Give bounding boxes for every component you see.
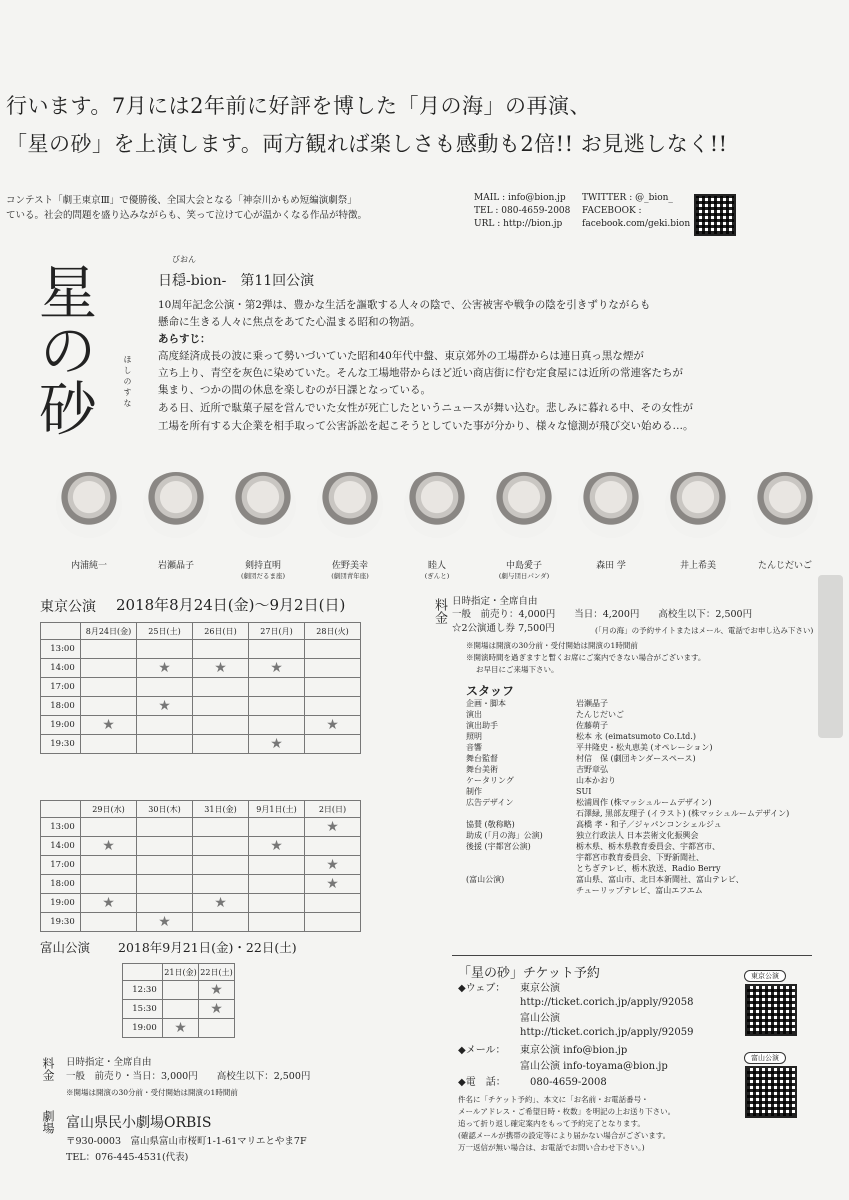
cast-name: 内浦純一 xyxy=(70,561,107,571)
staff-role: 広告デザイン xyxy=(466,798,514,807)
performance-slot[interactable] xyxy=(81,894,137,913)
performance-slot[interactable] xyxy=(81,716,137,735)
cast-portrait xyxy=(578,472,644,538)
tokyo-heading: 東京公演 xyxy=(40,599,96,615)
time-cell: 17:00 xyxy=(41,856,81,875)
staff-row xyxy=(466,786,789,797)
performance-slot[interactable] xyxy=(137,659,193,678)
table-row xyxy=(41,818,361,837)
empty-slot xyxy=(193,875,249,894)
day-header: 27日(月) xyxy=(249,623,305,640)
staff-role: 照明 xyxy=(466,732,482,741)
empty-slot xyxy=(249,716,305,735)
staff-member: SUI xyxy=(576,787,592,796)
performance-slot[interactable] xyxy=(305,856,361,875)
day-header: 22日(土) xyxy=(199,964,235,981)
venue-label: 劇場 xyxy=(41,1110,55,1134)
empty-slot xyxy=(249,678,305,697)
time-cell: 13:00 xyxy=(41,818,81,837)
time-cell: 19:00 xyxy=(123,1019,163,1038)
cast-portrait xyxy=(752,472,818,538)
star-icon: ★ xyxy=(210,1001,223,1017)
table-corner xyxy=(123,964,163,981)
ticket-mail-tokyo[interactable]: 東京公演 info@bion.jp xyxy=(520,1045,628,1056)
price-line-3-note: (「月の海」の予約サイトまたはメール、電話でお申し込み下さい) xyxy=(595,626,814,635)
empty-slot xyxy=(305,894,361,913)
staff-heading: スタッフ xyxy=(466,684,515,698)
day-header: 8月24日(金) xyxy=(81,623,137,640)
empty-slot xyxy=(81,640,137,659)
ticket-note-3: 追って折り返し確定案内をもって予約完了となります。 xyxy=(458,1119,645,1128)
empty-slot xyxy=(137,818,193,837)
empty-slot xyxy=(305,913,361,932)
table-row xyxy=(41,875,361,894)
table-row xyxy=(41,837,361,856)
table-row xyxy=(41,678,361,697)
qr-badge-tokyo: 東京公演 xyxy=(744,970,786,982)
staff-row xyxy=(466,808,789,819)
ticket-heading: 「星の砂」チケット予約 xyxy=(458,966,600,981)
empty-slot xyxy=(305,678,361,697)
table-corner xyxy=(41,801,81,818)
venue-tel: TEL：076-445-4531(代表) xyxy=(66,1152,189,1163)
cast-affiliation: (劇団だるま座) xyxy=(240,572,286,580)
cast-name: 岩瀬晶子 xyxy=(157,561,194,571)
contact-mail[interactable]: MAIL : info@bion.jp xyxy=(474,193,566,203)
staff-row xyxy=(466,731,789,742)
performance-slot[interactable] xyxy=(193,659,249,678)
ticket-web-tokyo-url[interactable]: http://ticket.corich.jp/apply/92058 xyxy=(520,997,694,1008)
performance-slot[interactable] xyxy=(193,894,249,913)
empty-slot xyxy=(137,837,193,856)
staff-row xyxy=(466,753,789,764)
empty-slot xyxy=(199,1019,235,1038)
empty-slot xyxy=(81,913,137,932)
staff-role xyxy=(466,808,576,819)
intro-line-2: ている。社会的問題を盛り込みながらも、笑って泣けて心が温かくなる作品が特徴。 xyxy=(6,210,368,221)
empty-slot xyxy=(249,913,305,932)
table-row xyxy=(41,716,361,735)
price-note-1: ※開場は開演の30分前・受付開始は開演の1時間前 xyxy=(466,641,638,650)
staff-table xyxy=(466,698,789,896)
performance-slot[interactable] xyxy=(249,659,305,678)
cast-portrait xyxy=(56,472,122,538)
staff-row xyxy=(466,819,789,830)
empty-slot xyxy=(305,735,361,754)
performance-slot[interactable] xyxy=(137,697,193,716)
staff-role: 演出助手 xyxy=(466,721,498,730)
performance-slot[interactable] xyxy=(249,735,305,754)
price-line-3: ☆2公演通し券 7,500円 xyxy=(452,623,555,634)
staff-row xyxy=(466,841,789,852)
cast-affiliation: (劇与団日パンダ) xyxy=(498,572,550,580)
venue-address: 〒930-0003 富山県富山市桜町1-1-61マリエとやま7F xyxy=(66,1136,307,1147)
empty-slot xyxy=(163,981,199,1000)
staff-role xyxy=(466,863,576,874)
staff-member: 栃木県、栃木県教育委員会、宇都宮市、 xyxy=(576,842,720,851)
desc-line-1: 10周年記念公演・第2弾は、豊かな生活を謳歌する人々の陰で、公害被害や戦争の陰を引きずりながらも xyxy=(158,299,651,311)
contact-twitter[interactable]: TWITTER : @_bion_ xyxy=(582,193,673,203)
page-edge-tab xyxy=(818,575,843,738)
empty-slot xyxy=(137,856,193,875)
staff-row xyxy=(466,874,789,885)
toyama-price-1: 日時指定・全席自由 xyxy=(66,1057,152,1068)
day-header: 25日(土) xyxy=(137,623,193,640)
qr-badge-toyama: 富山公演 xyxy=(744,1052,786,1064)
time-cell: 18:00 xyxy=(41,697,81,716)
staff-role: ケータリング xyxy=(466,776,514,785)
synopsis-line-1: 高度経済成長の波に乗って勢いづいていた昭和40年代中盤、東京郊外の工場群からは連日真っ黒な煙が xyxy=(158,350,644,362)
day-header: 28日(火) xyxy=(305,623,361,640)
time-cell: 19:30 xyxy=(41,735,81,754)
performance-slot[interactable] xyxy=(163,1019,199,1038)
star-icon: ★ xyxy=(326,857,339,873)
price-line-1: 日時指定・全席自由 xyxy=(452,596,538,607)
price-label: 料金 xyxy=(432,598,447,624)
star-icon: ★ xyxy=(270,838,283,854)
synopsis-line-4: ある日、近所で駄菓子屋を営んでいた女性が死亡したというニュースが舞い込む。悲しみに暮れる中、その女性が xyxy=(158,402,693,414)
empty-slot xyxy=(249,640,305,659)
cast-affiliation: (劇団青年座) xyxy=(331,572,369,580)
staff-row xyxy=(466,742,789,753)
table-row xyxy=(41,913,361,932)
toyama-schedule xyxy=(122,963,235,1038)
time-cell: 13:00 xyxy=(41,640,81,659)
cast-name: 井上希美 xyxy=(679,561,716,571)
empty-slot xyxy=(249,875,305,894)
staff-row xyxy=(466,852,789,863)
cast-name: 中島愛子 xyxy=(505,561,542,571)
empty-slot xyxy=(193,716,249,735)
cast-name: 森田 学 xyxy=(596,561,626,571)
show-title: 星の砂 xyxy=(29,262,97,436)
day-header: 29日(水) xyxy=(81,801,137,818)
table-row xyxy=(41,856,361,875)
time-cell: 14:00 xyxy=(41,659,81,678)
show-subtitle: 日穏-bion- 第11回公演 xyxy=(158,273,315,289)
contact-url[interactable]: URL : http://bion.jp xyxy=(474,219,563,229)
day-header: 30日(木) xyxy=(137,801,193,818)
ticket-note-4: (確認メールが携帯の設定等により届かない場合がございます。 xyxy=(458,1131,671,1140)
staff-role: 企画・脚本 xyxy=(466,699,506,708)
empty-slot xyxy=(305,837,361,856)
staff-row xyxy=(466,764,789,775)
staff-role: (富山公演) xyxy=(466,875,505,884)
intro-line-1: コンテスト「劇王東京Ⅲ」で優勝後、全国大会となる「神奈川かもめ短編演劇祭」 xyxy=(6,195,357,206)
staff-member: 村信 保 (劇団キンダースペース) xyxy=(576,754,696,763)
star-icon: ★ xyxy=(158,698,171,714)
empty-slot xyxy=(137,735,193,754)
staff-member: 独立行政法人 日本芸術文化振興会 xyxy=(576,831,699,840)
star-icon: ★ xyxy=(326,876,339,892)
qr-code-tokyo-icon[interactable] xyxy=(745,984,797,1036)
ticket-mail-label: ◆メール： xyxy=(458,1045,506,1056)
staff-role: 後援 (宇都宮公演) xyxy=(466,842,531,851)
empty-slot xyxy=(137,894,193,913)
time-cell: 19:30 xyxy=(41,913,81,932)
staff-role: 音響 xyxy=(466,743,482,752)
synopsis-label: あらすじ： xyxy=(158,333,211,345)
empty-slot xyxy=(193,913,249,932)
empty-slot xyxy=(81,697,137,716)
empty-slot xyxy=(137,716,193,735)
cast-portrait xyxy=(317,472,383,538)
cast-portrait xyxy=(404,472,470,538)
staff-role: 制作 xyxy=(466,787,482,796)
star-icon: ★ xyxy=(214,660,227,676)
staff-member: 平井隆史・松丸恵美 (オペレーション) xyxy=(576,743,713,752)
empty-slot xyxy=(81,659,137,678)
ticket-tel-label: ◆電 話： xyxy=(458,1077,506,1088)
staff-member: 吉野章弘 xyxy=(576,765,608,774)
cast-portrait xyxy=(491,472,557,538)
contact-facebook-url[interactable]: facebook.com/geki.bion xyxy=(582,219,691,229)
staff-member: 富山県、富山市、北日本新聞社、富山テレビ、 xyxy=(576,875,744,884)
empty-slot xyxy=(81,678,137,697)
staff-member: 石澤緑, 黒部友理子 (イラスト) (株マッシュルームデザイン) xyxy=(576,809,790,818)
staff-row xyxy=(466,863,789,874)
cast-name: 睦人 xyxy=(427,561,446,571)
ticket-web-tokyo: 東京公演 xyxy=(520,983,560,994)
empty-slot xyxy=(193,697,249,716)
staff-row xyxy=(466,885,789,896)
staff-member: 高橋 孝・和子／ジャパンコンシェルジュ xyxy=(576,820,722,829)
time-cell: 15:30 xyxy=(123,1000,163,1019)
star-icon: ★ xyxy=(102,717,115,733)
time-cell: 19:00 xyxy=(41,716,81,735)
performance-slot[interactable] xyxy=(305,716,361,735)
empty-slot xyxy=(193,640,249,659)
tokyo-schedule-week-2 xyxy=(40,800,361,932)
empty-slot xyxy=(137,640,193,659)
staff-member: 岩瀬晶子 xyxy=(576,699,608,708)
ticket-note-2: メールアドレス・ご希望日時・枚数」を明記の上お送り下さい。 xyxy=(458,1107,676,1116)
empty-slot xyxy=(193,818,249,837)
cast-portrait xyxy=(230,472,296,538)
cast-portrait xyxy=(665,472,731,538)
time-cell: 18:00 xyxy=(41,875,81,894)
staff-member: 松本 永 (eimatsumoto Co.Ltd.) xyxy=(576,732,696,741)
toyama-dates: 2018年9月21日(金)・22日(土) xyxy=(118,940,297,955)
performance-slot[interactable] xyxy=(305,875,361,894)
time-cell: 17:00 xyxy=(41,678,81,697)
performance-slot[interactable] xyxy=(199,981,235,1000)
social-block xyxy=(582,192,690,231)
ticket-web-toyama: 富山公演 xyxy=(520,1013,560,1024)
star-icon: ★ xyxy=(102,895,115,911)
synopsis-line-5: 工場を所有する大企業を相手取って公害訴訟を起こそうとしていた事が分かり、様々な憶測が飛び交い始める…。 xyxy=(158,420,694,432)
staff-row xyxy=(466,698,789,709)
staff-row xyxy=(466,709,789,720)
staff-member: 佐藤萌子 xyxy=(576,721,608,730)
table-row xyxy=(41,735,361,754)
staff-role: 演出 xyxy=(466,710,482,719)
ticket-divider xyxy=(452,955,812,956)
cast-portrait xyxy=(143,472,209,538)
header-line-2: 「星の砂」を上演します。両方観れば楽しさも感動も2倍!! お見逃しなく!! xyxy=(6,132,728,156)
table-row xyxy=(123,1000,235,1019)
star-icon: ★ xyxy=(158,660,171,676)
staff-row xyxy=(466,775,789,786)
staff-member: とちぎテレビ、栃木放送、Radio Berry xyxy=(576,864,721,873)
ticket-note-5: 万一返信が無い場合は、お電話でお問い合わせ下さい。) xyxy=(458,1143,645,1152)
star-icon: ★ xyxy=(158,914,171,930)
staff-member: 山本かおり xyxy=(576,776,616,785)
staff-member: たんじだいご xyxy=(576,710,624,719)
empty-slot xyxy=(81,735,137,754)
empty-slot xyxy=(81,856,137,875)
time-cell: 14:00 xyxy=(41,837,81,856)
venue-name: 富山県民小劇場ORBIS xyxy=(66,1115,212,1131)
empty-slot xyxy=(193,735,249,754)
table-row xyxy=(41,894,361,913)
staff-role xyxy=(466,885,576,896)
cast-name: 佐野美幸 xyxy=(331,561,368,571)
price-note-2: ※開演時間を過ぎますと暫くお席にご案内できない場合がございます。 xyxy=(466,653,706,662)
empty-slot xyxy=(193,678,249,697)
empty-slot xyxy=(305,659,361,678)
header-line-1: 行います。7月には2年前に好評を博した「月の海」の再演、 xyxy=(6,94,592,118)
performance-slot[interactable] xyxy=(81,837,137,856)
empty-slot xyxy=(81,875,137,894)
tokyo-dates: 2018年8月24日(金)〜9月2日(日) xyxy=(116,596,346,614)
staff-role: 舞台監督 xyxy=(466,754,498,763)
empty-slot xyxy=(249,894,305,913)
time-cell: 12:30 xyxy=(123,981,163,1000)
table-row xyxy=(41,640,361,659)
star-icon: ★ xyxy=(270,736,283,752)
price-note-3: お早目にご来場下さい。 xyxy=(476,665,559,674)
empty-slot xyxy=(249,818,305,837)
table-row xyxy=(123,981,235,1000)
star-icon: ★ xyxy=(210,982,223,998)
cast-name: 剣持直明 xyxy=(244,561,281,571)
empty-slot xyxy=(193,837,249,856)
show-title-kana: ほしのすな xyxy=(123,355,132,410)
time-cell: 19:00 xyxy=(41,894,81,913)
staff-row xyxy=(466,720,789,731)
staff-member: 松浦周作 (株マッシュルームデザイン) xyxy=(576,798,712,807)
empty-slot xyxy=(163,1000,199,1019)
staff-member: 宇都宮市教育委員会、下野新聞社、 xyxy=(576,853,704,862)
star-icon: ★ xyxy=(326,819,339,835)
empty-slot xyxy=(193,856,249,875)
star-icon: ★ xyxy=(214,895,227,911)
empty-slot xyxy=(249,697,305,716)
empty-slot xyxy=(137,875,193,894)
star-icon: ★ xyxy=(174,1020,187,1036)
day-header: 31日(金) xyxy=(193,801,249,818)
ticket-web-label: ◆ウェブ： xyxy=(458,983,506,994)
empty-slot xyxy=(249,856,305,875)
ticket-mail-toyama[interactable]: 富山公演 info-toyama@bion.jp xyxy=(520,1061,668,1072)
ticket-tel[interactable]: 080-4659-2008 xyxy=(530,1077,607,1088)
performance-slot[interactable] xyxy=(305,818,361,837)
toyama-price-note: ※開場は開演の30分前・受付開始は開演の1時間前 xyxy=(66,1088,238,1097)
empty-slot xyxy=(305,697,361,716)
qr-code-icon[interactable] xyxy=(694,194,736,236)
star-icon: ★ xyxy=(102,838,115,854)
performance-slot[interactable] xyxy=(199,1000,235,1019)
performance-slot[interactable] xyxy=(137,913,193,932)
price-line-2: 一般 前売り：4,000円 当日：4,200円 高校生以下：2,500円 xyxy=(452,609,753,620)
table-row xyxy=(123,1019,235,1038)
staff-role: 助成 (「月の海」公演) xyxy=(466,831,543,840)
performance-slot[interactable] xyxy=(249,837,305,856)
table-row xyxy=(41,697,361,716)
staff-member: チューリップテレビ、富山エフエム xyxy=(576,886,703,895)
qr-code-toyama-icon[interactable] xyxy=(745,1066,797,1118)
day-header: 26日(日) xyxy=(193,623,249,640)
empty-slot xyxy=(305,640,361,659)
day-header: 2日(日) xyxy=(305,801,361,818)
star-icon: ★ xyxy=(270,660,283,676)
ticket-note-1: 件名に「チケット予約」、本文に「お名前・お電話番号・ xyxy=(458,1095,649,1104)
contact-block xyxy=(474,192,570,231)
staff-row xyxy=(466,797,789,808)
synopsis-line-2: 立ち上り、青空を灰色に染めていた。そんな工場地帯からほど近い商店街に佇む定食屋には近所の常連客たちが xyxy=(158,367,683,379)
table-corner xyxy=(41,623,81,640)
ticket-web-toyama-url[interactable]: http://ticket.corich.jp/apply/92059 xyxy=(520,1027,694,1038)
staff-role xyxy=(466,852,576,863)
table-row xyxy=(41,659,361,678)
staff-role: 舞台美術 xyxy=(466,765,498,774)
desc-line-2: 懸命に生きる人々に焦点をあてた心温まる昭和の物語。 xyxy=(158,316,421,328)
contact-tel: TEL : 080-4659-2008 xyxy=(474,206,571,216)
toyama-price-2: 一般 前売り・当日：3,000円 高校生以下：2,500円 xyxy=(66,1071,311,1082)
day-header: 21日(金) xyxy=(163,964,199,981)
contact-facebook: FACEBOOK : xyxy=(582,206,642,216)
empty-slot xyxy=(81,818,137,837)
staff-role: 協賛 (敬称略) xyxy=(466,820,515,829)
day-header: 9月1日(土) xyxy=(249,801,305,818)
company-ruby: びおん xyxy=(172,255,196,264)
star-icon: ★ xyxy=(326,717,339,733)
staff-row xyxy=(466,830,789,841)
synopsis-line-3: 集まり、つかの間の休息を楽しむのが日課となっている。 xyxy=(158,384,431,396)
toyama-heading: 富山公演 xyxy=(40,940,91,955)
empty-slot xyxy=(137,678,193,697)
cast-name: たんじだいご xyxy=(757,561,812,571)
cast-affiliation: (ぎんと) xyxy=(424,572,450,580)
toyama-price-label: 料金 xyxy=(41,1057,55,1081)
tokyo-schedule-week-1 xyxy=(40,622,361,754)
